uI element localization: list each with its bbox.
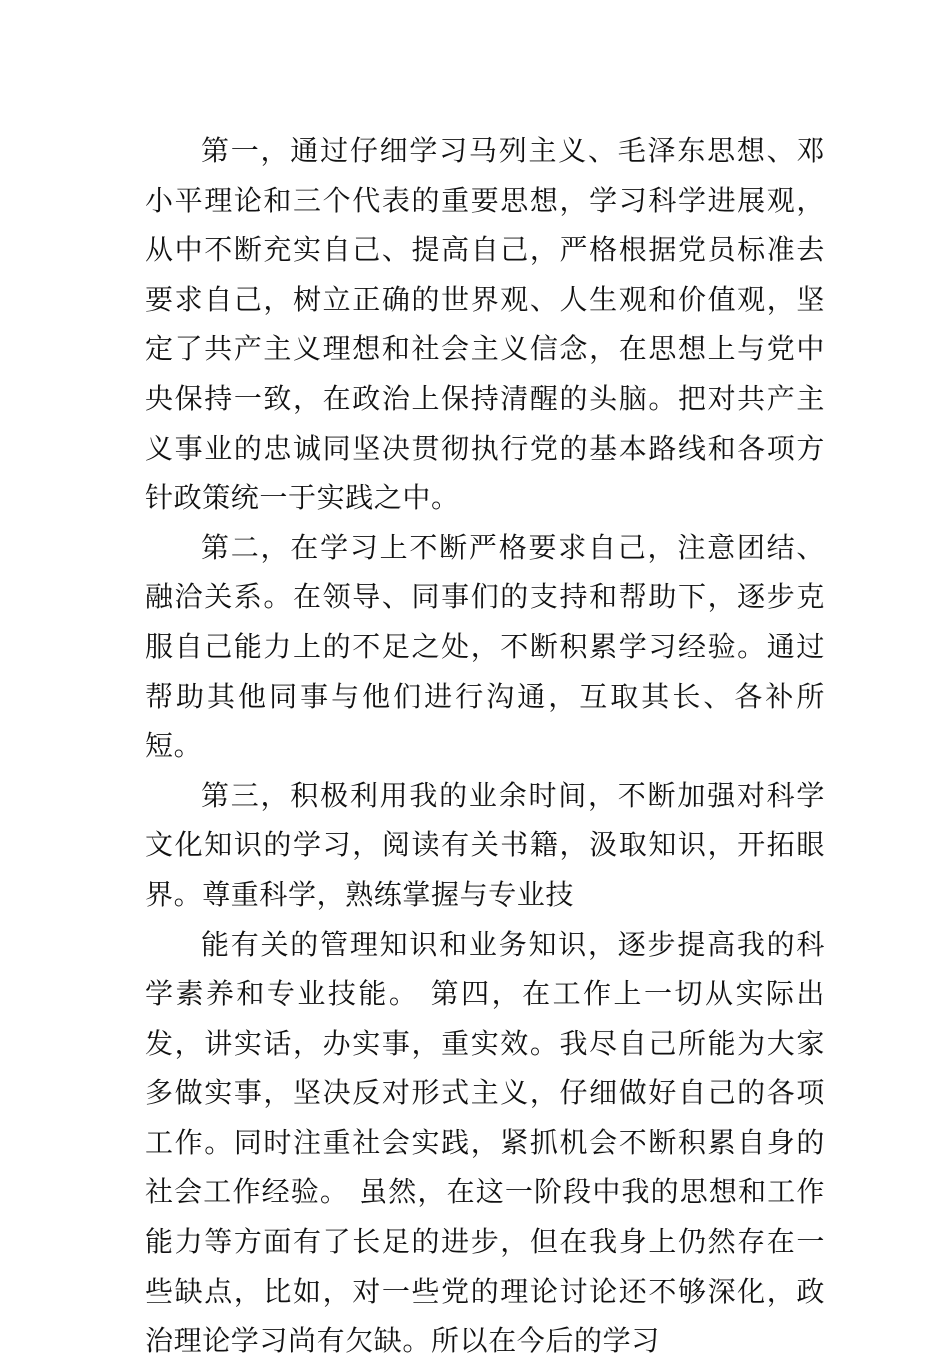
paragraph-second: 第二，在学习上不断严格要求自己，注意团结、融洽关系。在领导、同事们的支持和帮助下，逐步克服自己能力上的不足之处，不断积累学习经验。通过帮助其他同事与他们进行沟通，互取其长、各补所短。 [145,530,825,763]
document-body [145,126,825,1366]
paragraph-first: 第一，通过仔细学习马列主义、毛泽东思想、邓小平理论和三个代表的重要思想，学习科学进展观，从中不断充实自己、提高自己，严格根据党员标准去要求自己，树立正确的世界观、人生观和价值观，坚定了共产主义理想和社会主义信念，在思想上与党中央保持一致，在政治上保持清醒的头脑。把对共产主义事业的忠诚同坚决贯彻执行党的基本路线和各项方针政策统一于实践之中。 [145,134,825,515]
paragraph-fourth: 能有关的管理知识和业务知识，逐步提高我的科学素养和专业技能。 第四，在工作上一切从实际出发，讲实话，办实事，重实效。我尽自己所能为大家多做实事，坚决反对形式主义，仔细做好自己的各项工作。同时注重社会实践，紧抓机会不断积累自身的社会工作经验。 虽然，在这一阶段中我的思想和工作能力等方面有了长足的进步，但在我身上仍然存在一些缺点，比如，对一些党的理论讨论还不够深化，政治理论学习尚有欠缺。所以在今后的学习 [145,927,825,1358]
paragraph-third: 第三，积极利用我的业余时间，不断加强对科学文化知识的学习，阅读有关书籍，汲取知识，开拓眼界。尊重科学，熟练掌握与专业技 [145,778,825,911]
